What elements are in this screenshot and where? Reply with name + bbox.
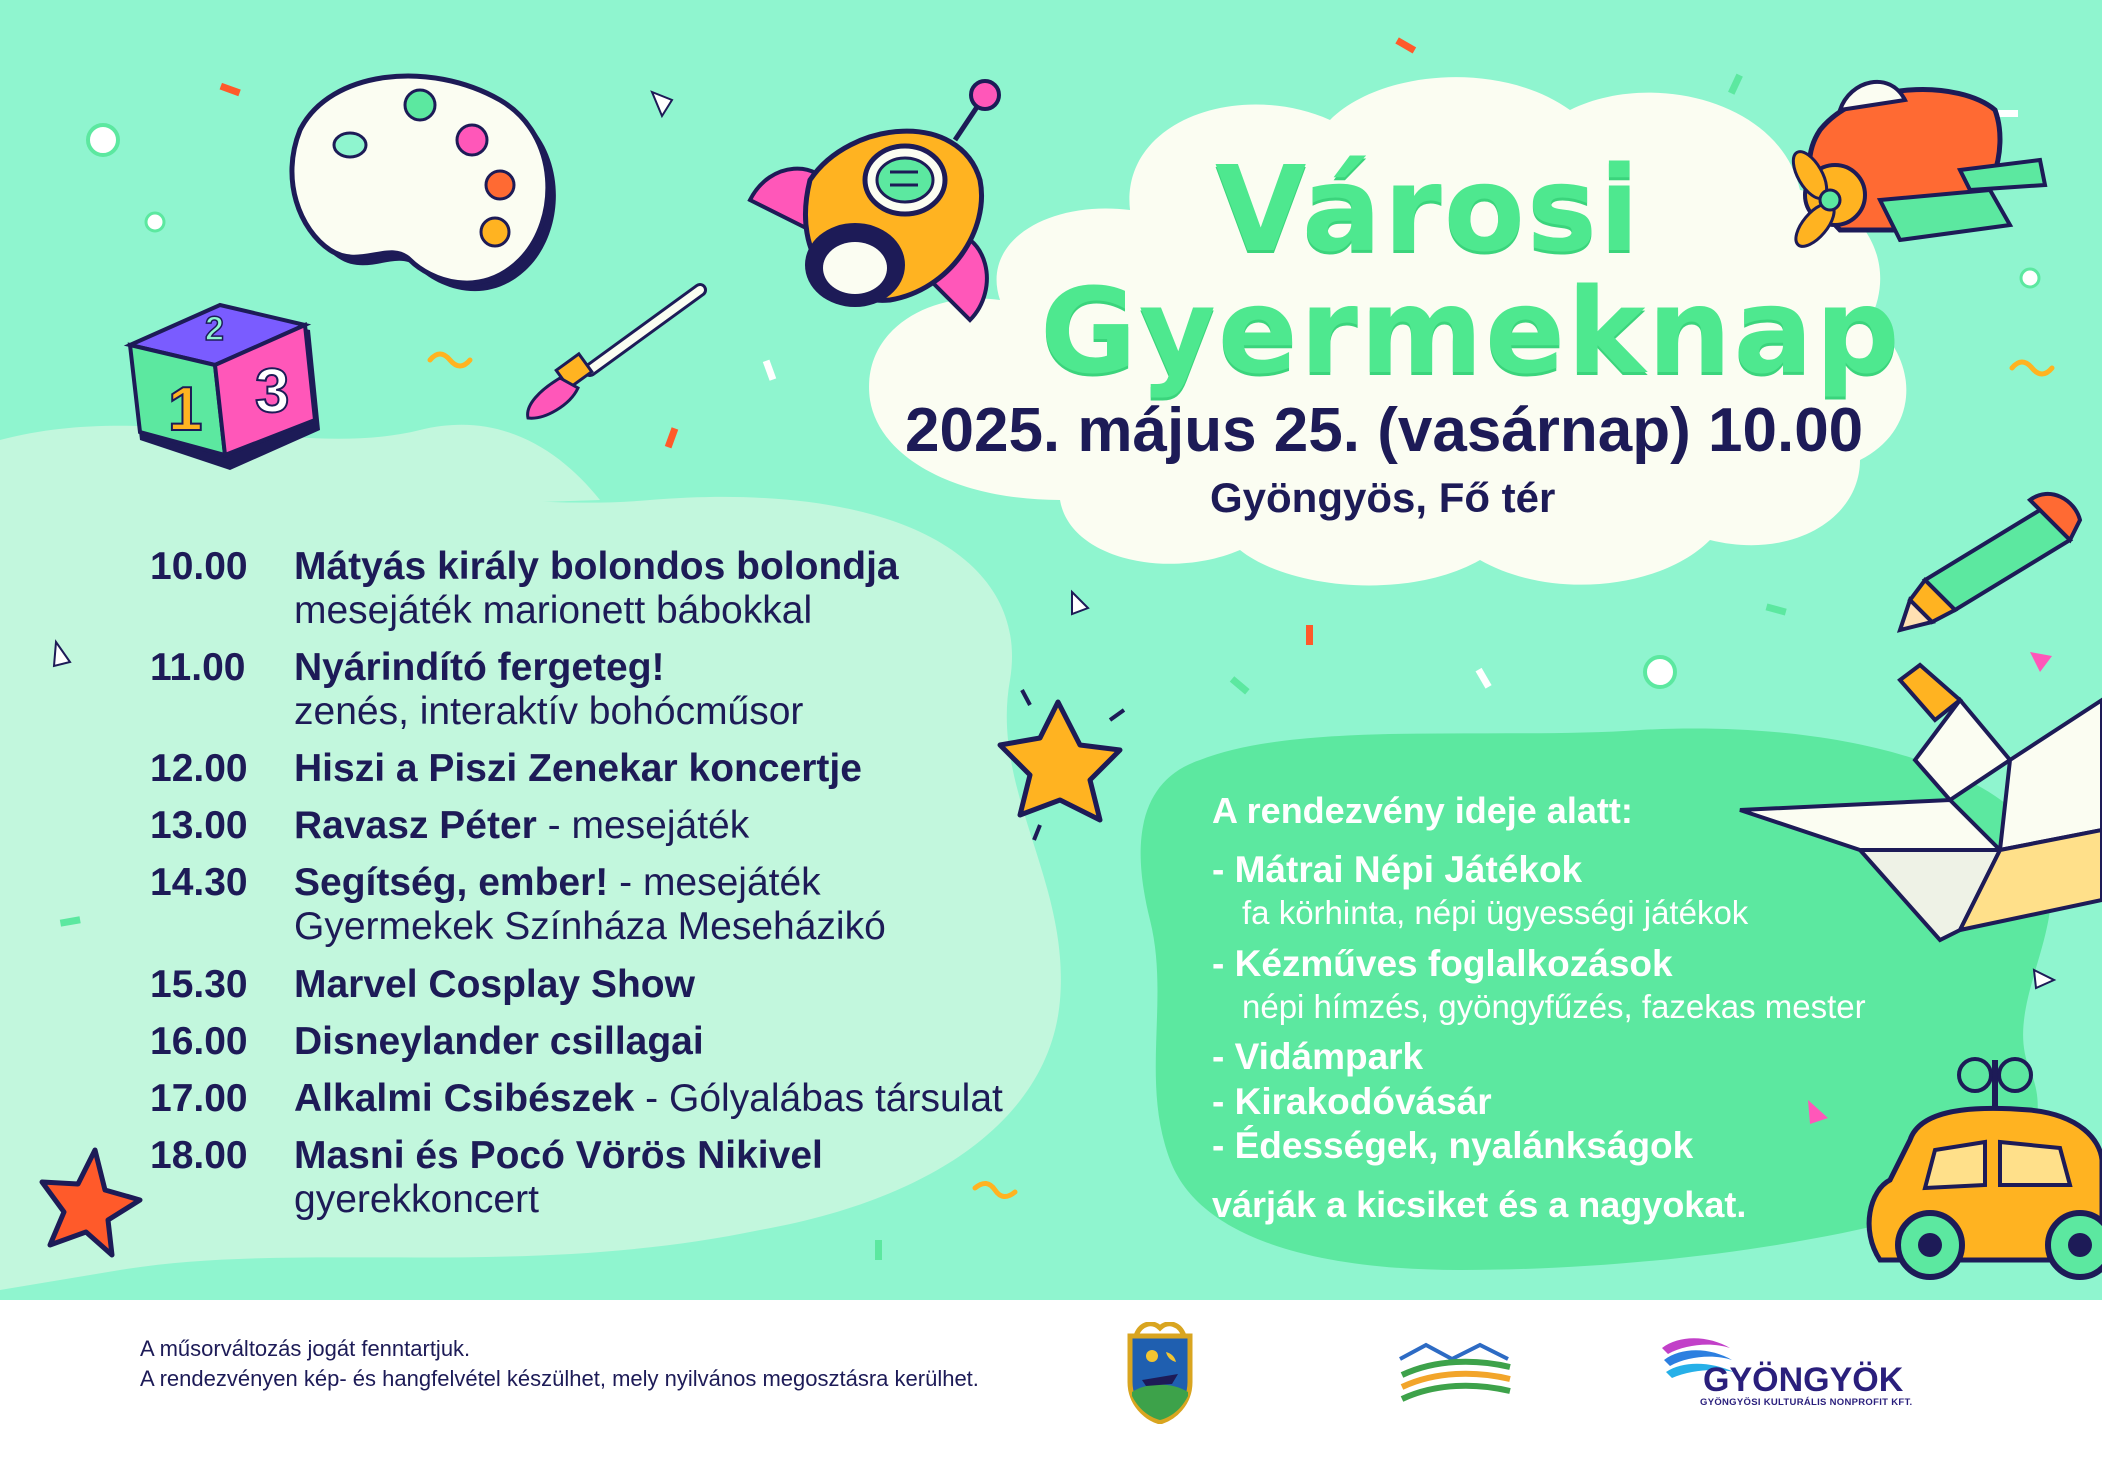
- svg-text:3: 3: [255, 357, 290, 426]
- schedule-row: [150, 861, 1100, 949]
- paint-palette-icon: [292, 76, 556, 291]
- activities-box: [1212, 790, 2032, 1226]
- schedule-row: [150, 545, 1100, 633]
- org-name: GYÖNGYÖK: [1703, 1361, 1904, 1399]
- schedule-time: 12.00: [150, 747, 248, 791]
- activity-item: - Kézműves foglalkozások: [1212, 942, 1673, 984]
- schedule-suffix: - Gólyalábas társulat: [634, 1076, 1003, 1120]
- activity-item: - Vidámpark: [1212, 1036, 1424, 1078]
- schedule-name: Marvel Cosplay Show: [294, 962, 695, 1006]
- title-line-1: Városi: [1215, 140, 1642, 278]
- activity-item: - Kirakodóvásár: [1212, 1080, 1492, 1122]
- city-coat-of-arms-icon: [1122, 1322, 1198, 1424]
- schedule-row: [150, 804, 1100, 848]
- activity-sub: fa körhinta, népi ügyességi játékok: [1242, 894, 1749, 932]
- schedule-act: [294, 1020, 704, 1064]
- schedule-sub: gyerekkoncert: [294, 1177, 539, 1221]
- schedule-act: [294, 1134, 823, 1222]
- footer-note-1: A műsorváltozás jogát fenntartjuk.: [140, 1336, 471, 1361]
- schedule-time: 10.00: [150, 545, 248, 588]
- arc-logo-icon: [1396, 1337, 1514, 1407]
- schedule-name: Hiszi a Piszi Zenekar koncertje: [294, 747, 862, 791]
- schedule-time: 15.30: [150, 962, 248, 1006]
- schedule-row: [150, 963, 1100, 1007]
- footer-note-2: A rendezvényen kép- és hangfelvétel készülhet, mely nyilvános megosztásra kerülhet.: [140, 1366, 979, 1391]
- event-venue: Gyöngyös, Fő tér: [1210, 474, 1556, 521]
- schedule-name: Disneylander csillagai: [294, 1019, 704, 1063]
- schedule-time: 16.00: [150, 1019, 248, 1063]
- schedule-name: Alkalmi Csibészek: [294, 1076, 635, 1120]
- activity-item: - Édességek, nyalánkságok: [1212, 1125, 1694, 1167]
- schedule-list: [150, 545, 1100, 1235]
- schedule-time: 14.30: [150, 861, 248, 905]
- schedule-suffix: - mesejáték: [608, 861, 821, 905]
- schedule-act: [294, 646, 803, 734]
- schedule-sub: mesejáték marionett bábokkal: [294, 589, 813, 633]
- pencil-icon: [1900, 494, 2080, 630]
- paintbrush-icon: [528, 290, 700, 418]
- airplane-icon: [1787, 82, 2045, 253]
- schedule-act: [294, 963, 695, 1007]
- schedule-sub: Gyermekek Színháza Meseházikó: [294, 905, 886, 949]
- schedule-time: 13.00: [150, 804, 248, 848]
- schedule-row: [150, 1134, 1100, 1222]
- title-line-2: Gyermeknap: [1040, 262, 1902, 400]
- activities-heading: A rendezvény ideje alatt:: [1212, 790, 1633, 831]
- schedule-name: Nyárindító fergeteg!: [294, 646, 665, 690]
- schedule-act: [294, 861, 886, 949]
- schedule-sub: zenés, interaktív bohócműsor: [294, 690, 804, 734]
- schedule-act: [294, 1077, 1003, 1121]
- svg-text:2: 2: [205, 310, 224, 348]
- schedule-act: [294, 804, 749, 848]
- schedule-name: Segítség, ember!: [294, 861, 609, 905]
- schedule-time: 17.00: [150, 1076, 248, 1120]
- schedule-row: [150, 1020, 1100, 1064]
- event-date: 2025. május 25. (vasárnap) 10.00: [905, 396, 1864, 465]
- activities-footer: várják a kicsiket és a nagyokat.: [1212, 1184, 1747, 1226]
- rocket-icon: [750, 81, 999, 320]
- schedule-name: Mátyás király bolondos bolondja: [294, 545, 899, 588]
- activity-item: - Mátrai Népi Játékok: [1212, 849, 1583, 890]
- activity-sub: népi hímzés, gyöngyfűzés, fazekas mester: [1242, 988, 1866, 1026]
- org-subtitle: GYÖNGYÖSI KULTURÁLIS NONPROFIT KFT.: [1700, 1397, 1913, 1408]
- schedule-act: [294, 747, 862, 791]
- schedule-name: Ravasz Péter: [294, 804, 537, 848]
- svg-text:1: 1: [168, 375, 203, 444]
- schedule-row: [150, 646, 1100, 734]
- schedule-act: [294, 545, 899, 633]
- schedule-row: [150, 1077, 1100, 1121]
- schedule-suffix: - mesejáték: [536, 804, 750, 848]
- schedule-time: 18.00: [150, 1133, 248, 1177]
- schedule-row: [150, 747, 1100, 791]
- schedule-time: 11.00: [150, 646, 246, 690]
- schedule-name: Masni és Pocó Vörös Nikivel: [294, 1133, 823, 1177]
